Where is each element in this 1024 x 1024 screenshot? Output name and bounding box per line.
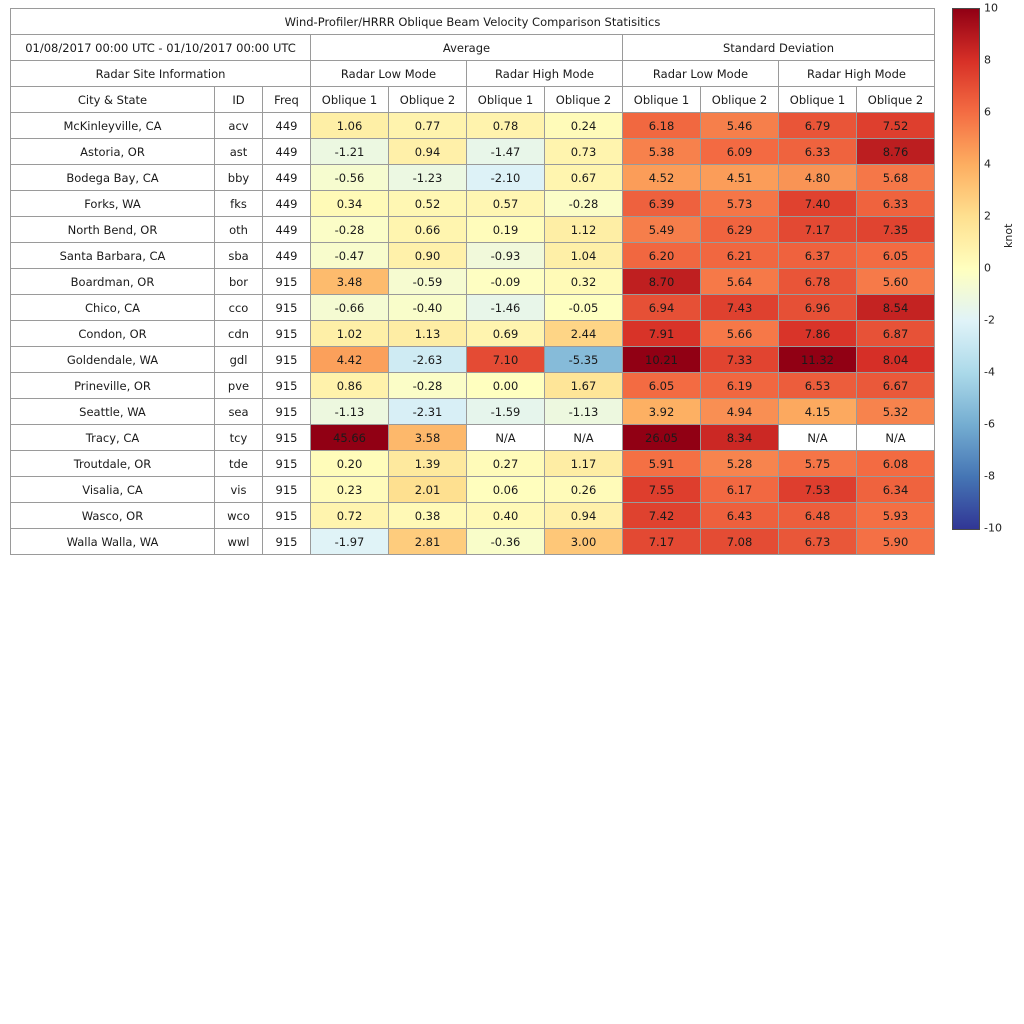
- group-header-average: Average: [311, 35, 623, 61]
- colorbar-tick-label: 2: [984, 209, 991, 223]
- cell-city: Forks, WA: [11, 191, 215, 217]
- cell-value: 0.94: [389, 139, 467, 165]
- cell-value: N/A: [857, 425, 935, 451]
- cell-value: 0.77: [389, 113, 467, 139]
- cell-freq: 915: [263, 321, 311, 347]
- cell-value: -1.47: [467, 139, 545, 165]
- cell-value: 11.32: [779, 347, 857, 373]
- cell-value: N/A: [779, 425, 857, 451]
- cell-freq: 915: [263, 373, 311, 399]
- cell-value: 1.06: [311, 113, 389, 139]
- cell-id: bby: [215, 165, 263, 191]
- cell-city: McKinleyville, CA: [11, 113, 215, 139]
- cell-value: 0.94: [545, 503, 623, 529]
- cell-id: cdn: [215, 321, 263, 347]
- group-header-sd-high-mode: Radar High Mode: [779, 61, 935, 87]
- cell-freq: 449: [263, 165, 311, 191]
- cell-value: 0.78: [467, 113, 545, 139]
- table-row: [11, 529, 935, 555]
- cell-value: 5.91: [623, 451, 701, 477]
- date-range: 01/08/2017 00:00 UTC - 01/10/2017 00:00 UTC: [11, 35, 311, 61]
- cell-value: 7.33: [701, 347, 779, 373]
- cell-value: 0.90: [389, 243, 467, 269]
- cell-value: 5.93: [857, 503, 935, 529]
- cell-id: bor: [215, 269, 263, 295]
- cell-city: Santa Barbara, CA: [11, 243, 215, 269]
- cell-value: 0.72: [311, 503, 389, 529]
- cell-value: 8.54: [857, 295, 935, 321]
- cell-value: 8.04: [857, 347, 935, 373]
- cell-value: 8.76: [857, 139, 935, 165]
- cell-id: vis: [215, 477, 263, 503]
- cell-value: -2.31: [389, 399, 467, 425]
- column-header-sd-low-oblique1: Oblique 1: [623, 87, 701, 113]
- colorbar-tick-label: 10: [984, 1, 998, 15]
- cell-value: 5.38: [623, 139, 701, 165]
- statistics-table-wrapper: [10, 8, 935, 555]
- cell-city: Boardman, OR: [11, 269, 215, 295]
- cell-value: 6.94: [623, 295, 701, 321]
- colorbar-tick-label: 0: [984, 261, 991, 275]
- colorbar-tick-label: -10: [984, 521, 1002, 535]
- cell-value: 0.52: [389, 191, 467, 217]
- table-row: [11, 425, 935, 451]
- colorbar-tick-label: -2: [984, 313, 995, 327]
- cell-value: -0.40: [389, 295, 467, 321]
- cell-value: 0.34: [311, 191, 389, 217]
- cell-value: 5.28: [701, 451, 779, 477]
- cell-value: -0.47: [311, 243, 389, 269]
- cell-value: 10.21: [623, 347, 701, 373]
- cell-city: Astoria, OR: [11, 139, 215, 165]
- cell-value: 6.87: [857, 321, 935, 347]
- table-column-header-row: [11, 87, 935, 113]
- cell-value: 6.48: [779, 503, 857, 529]
- table-row: [11, 217, 935, 243]
- cell-value: 2.81: [389, 529, 467, 555]
- cell-value: 6.05: [857, 243, 935, 269]
- column-header-avg-high-oblique1: Oblique 1: [467, 87, 545, 113]
- table-row: [11, 139, 935, 165]
- cell-value: 8.34: [701, 425, 779, 451]
- table-row: [11, 321, 935, 347]
- cell-id: sba: [215, 243, 263, 269]
- cell-value: 7.86: [779, 321, 857, 347]
- cell-value: 0.86: [311, 373, 389, 399]
- cell-value: 1.02: [311, 321, 389, 347]
- cell-value: 7.43: [701, 295, 779, 321]
- cell-value: 0.57: [467, 191, 545, 217]
- cell-value: 5.46: [701, 113, 779, 139]
- cell-value: 8.70: [623, 269, 701, 295]
- cell-value: 7.35: [857, 217, 935, 243]
- cell-value: -1.97: [311, 529, 389, 555]
- table-row: [11, 191, 935, 217]
- cell-value: -0.36: [467, 529, 545, 555]
- table-data-body: [11, 113, 935, 555]
- cell-value: 0.66: [389, 217, 467, 243]
- cell-value: 5.66: [701, 321, 779, 347]
- cell-value: 0.06: [467, 477, 545, 503]
- cell-value: -0.93: [467, 243, 545, 269]
- cell-value: 26.05: [623, 425, 701, 451]
- cell-value: 1.67: [545, 373, 623, 399]
- group-header-avg-low-mode: Radar Low Mode: [311, 61, 467, 87]
- cell-value: 7.91: [623, 321, 701, 347]
- table-title-row: [11, 9, 935, 35]
- cell-value: 6.39: [623, 191, 701, 217]
- cell-value: -0.66: [311, 295, 389, 321]
- cell-value: 6.21: [701, 243, 779, 269]
- cell-city: Wasco, OR: [11, 503, 215, 529]
- cell-value: 7.52: [857, 113, 935, 139]
- cell-value: 0.23: [311, 477, 389, 503]
- cell-value: 6.78: [779, 269, 857, 295]
- cell-value: -1.21: [311, 139, 389, 165]
- cell-id: wwl: [215, 529, 263, 555]
- cell-value: -1.13: [545, 399, 623, 425]
- cell-value: 4.42: [311, 347, 389, 373]
- table-row: [11, 269, 935, 295]
- table-daterange-row: [11, 35, 935, 61]
- cell-value: 0.67: [545, 165, 623, 191]
- table-row: [11, 477, 935, 503]
- cell-value: -2.10: [467, 165, 545, 191]
- cell-value: 0.40: [467, 503, 545, 529]
- cell-value: 0.26: [545, 477, 623, 503]
- cell-city: Troutdale, OR: [11, 451, 215, 477]
- cell-value: 7.53: [779, 477, 857, 503]
- cell-value: N/A: [545, 425, 623, 451]
- cell-value: 3.92: [623, 399, 701, 425]
- cell-value: 2.44: [545, 321, 623, 347]
- cell-value: -0.56: [311, 165, 389, 191]
- cell-city: Bodega Bay, CA: [11, 165, 215, 191]
- cell-city: Visalia, CA: [11, 477, 215, 503]
- cell-value: 5.68: [857, 165, 935, 191]
- cell-value: 6.18: [623, 113, 701, 139]
- cell-value: 6.09: [701, 139, 779, 165]
- cell-value: 4.94: [701, 399, 779, 425]
- cell-value: 0.19: [467, 217, 545, 243]
- cell-value: 0.38: [389, 503, 467, 529]
- cell-id: sea: [215, 399, 263, 425]
- cell-value: 7.55: [623, 477, 701, 503]
- cell-value: 1.13: [389, 321, 467, 347]
- cell-city: Goldendale, WA: [11, 347, 215, 373]
- cell-value: 4.52: [623, 165, 701, 191]
- cell-freq: 915: [263, 347, 311, 373]
- cell-freq: 915: [263, 269, 311, 295]
- cell-value: 6.79: [779, 113, 857, 139]
- cell-freq: 449: [263, 139, 311, 165]
- cell-value: 6.29: [701, 217, 779, 243]
- cell-value: -1.59: [467, 399, 545, 425]
- cell-value: N/A: [467, 425, 545, 451]
- table-row: [11, 399, 935, 425]
- cell-value: 45.66: [311, 425, 389, 451]
- cell-value: 5.73: [701, 191, 779, 217]
- table-row: [11, 373, 935, 399]
- cell-value: 7.42: [623, 503, 701, 529]
- cell-value: 6.53: [779, 373, 857, 399]
- cell-value: 6.33: [857, 191, 935, 217]
- cell-city: Prineville, OR: [11, 373, 215, 399]
- cell-value: 4.51: [701, 165, 779, 191]
- cell-value: 3.00: [545, 529, 623, 555]
- cell-value: -2.63: [389, 347, 467, 373]
- cell-value: -0.05: [545, 295, 623, 321]
- cell-value: 6.19: [701, 373, 779, 399]
- table-row: [11, 113, 935, 139]
- cell-value: 5.90: [857, 529, 935, 555]
- cell-value: 7.17: [623, 529, 701, 555]
- group-header-standard-deviation: Standard Deviation: [623, 35, 935, 61]
- cell-value: 1.12: [545, 217, 623, 243]
- cell-id: wco: [215, 503, 263, 529]
- table-row: [11, 243, 935, 269]
- cell-value: 6.37: [779, 243, 857, 269]
- table-group-row: [11, 61, 935, 87]
- cell-value: 7.40: [779, 191, 857, 217]
- group-header-sd-low-mode: Radar Low Mode: [623, 61, 779, 87]
- cell-value: 5.32: [857, 399, 935, 425]
- table-row: [11, 295, 935, 321]
- column-header-sd-low-oblique2: Oblique 2: [701, 87, 779, 113]
- column-header-sd-high-oblique2: Oblique 2: [857, 87, 935, 113]
- cell-freq: 915: [263, 477, 311, 503]
- cell-freq: 915: [263, 529, 311, 555]
- cell-value: 1.17: [545, 451, 623, 477]
- cell-value: 0.27: [467, 451, 545, 477]
- cell-freq: 915: [263, 503, 311, 529]
- group-header-avg-high-mode: Radar High Mode: [467, 61, 623, 87]
- table-row: [11, 503, 935, 529]
- cell-value: -1.23: [389, 165, 467, 191]
- cell-id: ast: [215, 139, 263, 165]
- cell-value: 4.80: [779, 165, 857, 191]
- cell-value: 6.34: [857, 477, 935, 503]
- cell-id: acv: [215, 113, 263, 139]
- cell-value: 6.67: [857, 373, 935, 399]
- cell-value: -0.28: [389, 373, 467, 399]
- cell-freq: 449: [263, 191, 311, 217]
- cell-freq: 915: [263, 295, 311, 321]
- cell-city: Condon, OR: [11, 321, 215, 347]
- column-header-avg-low-oblique1: Oblique 1: [311, 87, 389, 113]
- cell-value: 6.43: [701, 503, 779, 529]
- cell-id: cco: [215, 295, 263, 321]
- cell-freq: 449: [263, 113, 311, 139]
- statistics-table: [10, 8, 935, 555]
- cell-freq: 449: [263, 217, 311, 243]
- column-header-id: ID: [215, 87, 263, 113]
- cell-id: tde: [215, 451, 263, 477]
- colorbar-tick-label: 4: [984, 157, 991, 171]
- table-row: [11, 165, 935, 191]
- cell-value: 6.33: [779, 139, 857, 165]
- colorbar-tick-label: -4: [984, 365, 995, 379]
- table-row: [11, 347, 935, 373]
- cell-value: 2.01: [389, 477, 467, 503]
- colorbar-tick-label: -8: [984, 469, 995, 483]
- cell-id: oth: [215, 217, 263, 243]
- table-row: [11, 451, 935, 477]
- cell-value: 6.05: [623, 373, 701, 399]
- colorbar-tick-label: 6: [984, 105, 991, 119]
- colorbar-ticks: [980, 1, 1020, 535]
- column-header-sd-high-oblique1: Oblique 1: [779, 87, 857, 113]
- cell-freq: 915: [263, 451, 311, 477]
- cell-city: Chico, CA: [11, 295, 215, 321]
- cell-freq: 915: [263, 425, 311, 451]
- cell-value: 0.20: [311, 451, 389, 477]
- cell-value: -0.28: [545, 191, 623, 217]
- cell-value: 3.48: [311, 269, 389, 295]
- cell-value: 6.73: [779, 529, 857, 555]
- cell-city: Walla Walla, WA: [11, 529, 215, 555]
- cell-value: 0.24: [545, 113, 623, 139]
- column-header-city: City & State: [11, 87, 215, 113]
- colorbar-tick-label: -6: [984, 417, 995, 431]
- cell-value: 0.69: [467, 321, 545, 347]
- cell-id: pve: [215, 373, 263, 399]
- cell-value: 0.73: [545, 139, 623, 165]
- cell-city: Seattle, WA: [11, 399, 215, 425]
- cell-value: 1.04: [545, 243, 623, 269]
- cell-city: Tracy, CA: [11, 425, 215, 451]
- cell-value: 6.08: [857, 451, 935, 477]
- cell-value: 7.10: [467, 347, 545, 373]
- cell-id: gdl: [215, 347, 263, 373]
- cell-value: 7.08: [701, 529, 779, 555]
- cell-value: -5.35: [545, 347, 623, 373]
- cell-city: North Bend, OR: [11, 217, 215, 243]
- cell-value: 0.32: [545, 269, 623, 295]
- colorbar-label: knot: [1002, 223, 1015, 248]
- cell-value: 6.96: [779, 295, 857, 321]
- cell-value: -0.09: [467, 269, 545, 295]
- cell-value: -1.46: [467, 295, 545, 321]
- cell-value: 4.15: [779, 399, 857, 425]
- column-header-freq: Freq: [263, 87, 311, 113]
- cell-value: 5.75: [779, 451, 857, 477]
- cell-value: 5.64: [701, 269, 779, 295]
- cell-value: 7.17: [779, 217, 857, 243]
- cell-freq: 915: [263, 399, 311, 425]
- cell-value: 6.17: [701, 477, 779, 503]
- column-header-avg-low-oblique2: Oblique 2: [389, 87, 467, 113]
- cell-value: 0.00: [467, 373, 545, 399]
- cell-value: 1.39: [389, 451, 467, 477]
- colorbar-tick-label: 8: [984, 53, 991, 67]
- column-header-avg-high-oblique2: Oblique 2: [545, 87, 623, 113]
- group-header-radar-site-information: Radar Site Information: [11, 61, 311, 87]
- cell-value: 5.60: [857, 269, 935, 295]
- cell-value: 3.58: [389, 425, 467, 451]
- cell-id: tcy: [215, 425, 263, 451]
- cell-value: -1.13: [311, 399, 389, 425]
- cell-value: 5.49: [623, 217, 701, 243]
- cell-value: -0.59: [389, 269, 467, 295]
- cell-freq: 449: [263, 243, 311, 269]
- cell-value: 6.20: [623, 243, 701, 269]
- cell-value: -0.28: [311, 217, 389, 243]
- page-title: Wind-Profiler/HRRR Oblique Beam Velocity Comparison Statisitics: [11, 9, 935, 35]
- colorbar: [952, 8, 980, 530]
- cell-id: fks: [215, 191, 263, 217]
